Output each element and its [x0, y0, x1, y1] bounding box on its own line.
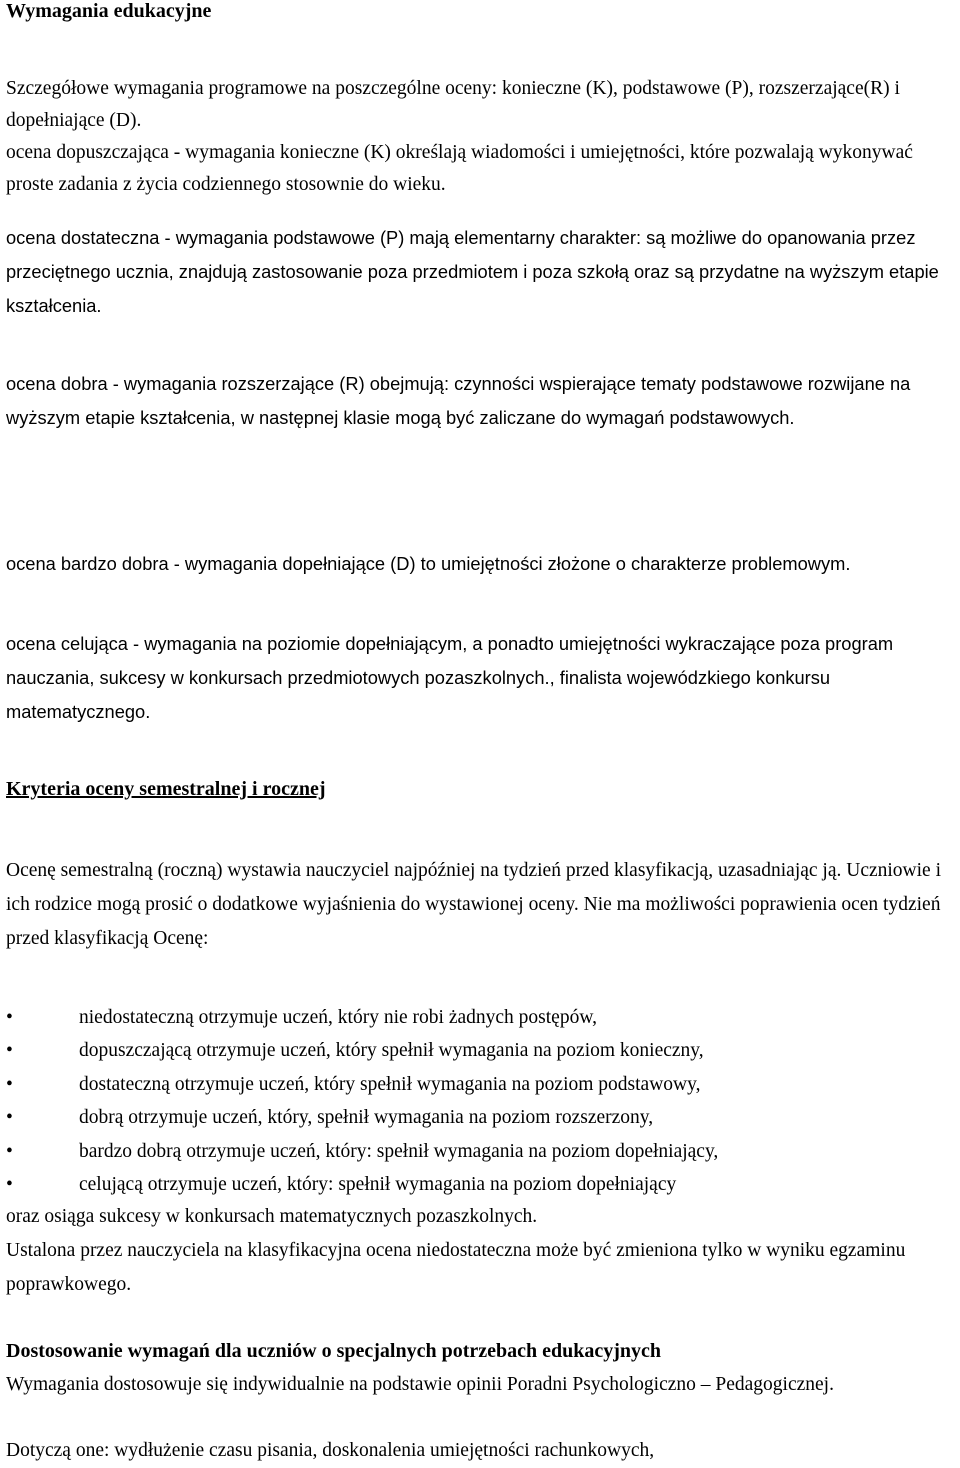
special-needs-paragraph: Wymagania dostosowuje się indywidualnie na podstawie opinii Poradni Psychologiczno – Pedagogicznej.: [6, 1374, 834, 1395]
bullet-icon: •: [6, 1107, 13, 1129]
grade-dopuszczajaca-description: ocena dopuszczająca - wymagania konieczne (K) określają wiadomości i umiejętności, które pozwalają wykonywać proste zadania z życia codziennego stosownie do wieku.: [6, 142, 913, 195]
requirements-intro: Szczegółowe wymagania programowe na poszczególne oceny: konieczne (K), podstawowe (P), rozszerzające(R) i dopełniające (D).: [6, 78, 900, 131]
bullet-icon: •: [6, 1140, 13, 1162]
bullet-icon: •: [6, 1007, 13, 1028]
bullet-icon: •: [6, 1173, 13, 1195]
list-item: [6, 1001, 956, 1034]
list-item-text: dobrą otrzymuje uczeń, który, spełnił wymagania na poziom rozszerzony,: [79, 1107, 654, 1129]
grade-celujaca-description: ocena celująca - wymagania na poziomie dopełniającym, a ponadto umiejętności wykraczające poza program nauczania, sukcesy w konkursach przedmiotowych pozaszkolnych., finalista wojewódzkiego konkursu matematycznego.: [6, 633, 894, 722]
list-item-text: dostateczną otrzymuje uczeń, który spełnił wymagania na poziom podstawowy,: [79, 1073, 701, 1095]
list-item-text: dopuszczającą otrzymuje uczeń, który spełnił wymagania na poziom konieczny,: [79, 1040, 704, 1062]
list-item-text: celującą otrzymuje uczeń, który: spełnił wymagania na poziom dopełniający: [79, 1173, 677, 1195]
list-item-text: bardzo dobrą otrzymuje uczeń, który: spełnił wymagania na poziom dopełniający,: [79, 1140, 719, 1162]
list-item: [6, 1168, 956, 1201]
list-item: [6, 1034, 956, 1067]
list-item: [6, 1101, 956, 1134]
special-needs-last-line: Dotyczą one: wydłużenie czasu pisania, doskonalenia umiejętności rachunkowych,: [6, 1440, 655, 1461]
bullet-icon: •: [6, 1040, 13, 1062]
bullet-icon: •: [6, 1073, 13, 1095]
page-title: Wymagania edukacyjne: [6, 0, 212, 22]
grade-dobra-description: ocena dobra - wymagania rozszerzające (R) obejmują: czynności wspierające tematy podstawowe rozwijane na wyższym etapie kształcenia, w następnej klasie mogą być zaliczane do wymagań podstawowych.: [6, 373, 911, 428]
grade-bardzo-dobra-description: ocena bardzo dobra - wymagania dopełniające (D) to umiejętności złożone o charakterze problemowym.: [6, 553, 851, 574]
grade-criteria-list: [6, 1001, 956, 1201]
special-needs-heading: Dostosowanie wymagań dla uczniów o specjalnych potrzebach edukacyjnych: [6, 1340, 662, 1362]
list-item: [6, 1068, 956, 1101]
after-bullets-text: oraz osiąga sukcesy w konkursach matematycznych pozaszkolnych.: [6, 1206, 538, 1227]
poprawka-paragraph: Ustalona przez nauczyciela na klasyfikacyjna ocena niedostateczna może być zmieniona tylko w wyniku egzaminu poprawkowego.: [6, 1240, 906, 1295]
criteria-heading: Kryteria oceny semestralnej i rocznej: [6, 778, 326, 800]
list-item: [6, 1135, 956, 1168]
list-item-text: niedostateczną otrzymuje uczeń, który nie robi żadnych postępów,: [79, 1007, 598, 1028]
grade-dostateczna-description: ocena dostateczna - wymagania podstawowe (P) mają elementarny charakter: są możliwe do opanowania przez przeciętnego ucznia, znajdują zastosowanie poza przedmiotem i poza szkołą oraz są przydatne na wyższym etapie kształcenia.: [6, 227, 939, 316]
criteria-paragraph: Ocenę semestralną (roczną) wystawia nauczyciel najpóźniej na tydzień przed klasyfikacją, uzasadniając ją. Uczniowie i ich rodzice mogą prosić o dodatkowe wyjaśnienia do wystawionej oceny. Nie ma możliwości poprawienia ocen tydzień przed klasyfikacją Ocenę:: [6, 860, 942, 949]
